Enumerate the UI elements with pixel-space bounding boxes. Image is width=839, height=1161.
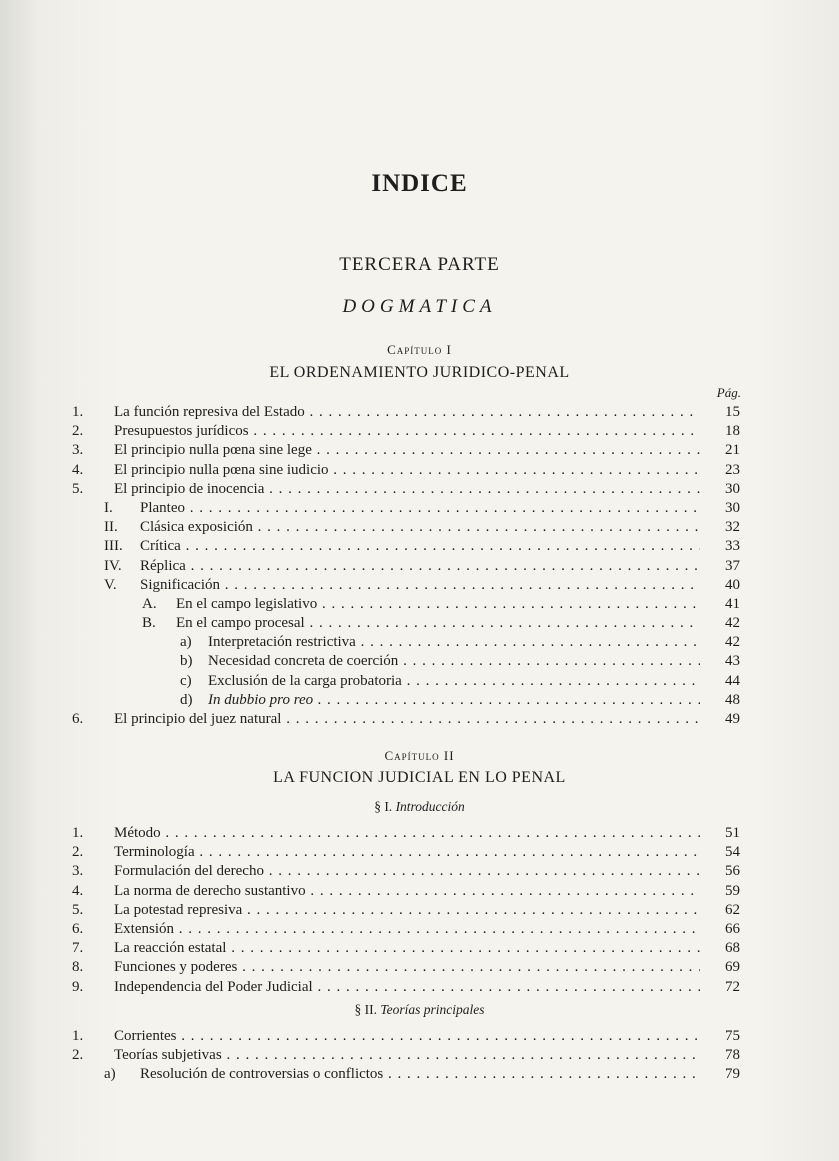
toc-entry [72,710,740,729]
toc-entry-page: 51 [725,825,740,841]
toc-entry-number: 2. [72,1047,84,1064]
toc-entry-text: Clásica exposición . . . [140,518,700,537]
toc-entry-text: Planteo . . . [140,499,700,518]
index-title: INDICE [371,170,468,197]
toc-entry [72,633,740,652]
toc-entry-text: Significación . . . [140,576,700,595]
toc-entry-number: 2. [72,423,84,440]
toc-entry-text: Interpretación restrictiva . . . [208,633,700,652]
toc-entry-text: En el campo legislativo . . . [176,595,700,614]
chapter-2-title: LA FUNCION JUDICIAL EN LO PENAL [273,769,566,786]
toc-entry-text: En el campo procesal . . . [176,614,700,633]
toc-entry-page: 49 [725,711,740,727]
toc-entry-number: V. [104,576,117,593]
toc-entry-text: Resolución de controversias o conflictos . . . [140,1065,700,1084]
toc-entry-page: 30 [725,499,740,516]
toc-entry-text: Terminología . . . [114,843,700,862]
toc-entry-page: 59 [725,882,740,899]
toc-entry-text: Extensión . . . [114,920,700,939]
toc-entry-number: a) [104,1066,116,1083]
toc-entry-text: Independencia del Poder Judicial . . . [114,978,700,997]
toc-entry-number: 9. [72,978,84,995]
toc-entry-page: 32 [725,519,740,536]
toc-entry-text: La reacción estatal . . . [114,939,700,958]
toc-entry-page: 23 [725,461,740,478]
toc-entry-number: IV. [104,557,122,574]
toc-entry-number: 5. [72,480,84,497]
toc-entry-page: 79 [725,1066,740,1083]
toc-entry-number: 1. [72,1028,84,1044]
toc-chapter-2-section-2 [72,1027,740,1085]
page-column-label: Pág. [716,385,741,400]
toc-entry [72,672,740,691]
toc-entry-number: 3. [72,442,84,459]
toc-entry-page: 62 [725,901,740,918]
toc-entry-text: Formulación del derecho . . . [114,862,700,881]
toc-entry-page: 48 [725,691,740,708]
toc-entry-number: B. [142,615,156,632]
toc-entry-number: 8. [72,959,84,976]
chapter-2-label: Capítulo II [384,748,455,763]
toc-entry [72,537,740,556]
section-1-heading [0,799,839,815]
toc-entry-page: 42 [725,634,740,651]
toc-entry [72,978,740,997]
toc-entry-text: Teorías subjetivas . . . [114,1046,700,1065]
toc-entry-page: 33 [725,538,740,555]
toc-entry-page: 21 [725,442,740,459]
toc-entry [72,557,740,576]
toc-entry-text: Presupuestos jurídicos . . . [114,422,700,441]
toc-entry-text: El principio nulla pœna sine lege . . . [114,441,700,460]
toc-entry-page: 72 [725,978,740,995]
toc-entry-text: El principio del juez natural . . . [114,710,700,729]
toc-entry-text: Crítica . . . [140,537,700,556]
toc-entry-page: 56 [725,863,740,880]
toc-entry-number: 4. [72,882,84,899]
toc-entry [72,499,740,518]
chapter-1-title: EL ORDENAMIENTO JURIDICO-PENAL [269,364,570,381]
toc-entry [72,461,740,480]
toc-entry-number: 2. [72,844,84,861]
toc-entry [72,614,740,633]
toc-entry-text: Exclusión de la carga probatoria . . . [208,672,700,691]
toc-entry-text: Funciones y poderes . . . [114,958,700,977]
section-1-title: Introducción [395,799,465,814]
toc-entry-text: Réplica . . . [140,557,700,576]
toc-entry [72,595,740,614]
toc-entry [72,958,740,977]
toc-entry-text: Necesidad concreta de coerción . . . [208,652,700,671]
toc-entry [72,691,740,710]
toc-entry [72,920,740,939]
toc-entry-number: III. [104,538,123,555]
toc-entry [72,576,740,595]
toc-entry-page: 43 [725,653,740,670]
toc-entry-page: 75 [725,1028,740,1044]
section-2-title: Teorías principales [380,1002,485,1017]
toc-entry [72,882,740,901]
toc-entry-number: b) [180,653,193,670]
toc-entry [72,1046,740,1065]
section-1-mark: § I. [374,799,393,814]
part-title: TERCERA PARTE [339,254,500,275]
toc-entry-page: 44 [725,672,740,689]
toc-entry-number: A. [142,595,157,612]
toc-entry [72,652,740,671]
toc-entry-number: 6. [72,920,84,937]
toc-entry-page: 69 [725,959,740,976]
toc-chapter-2-section-1 [72,824,740,997]
toc-entry [72,939,740,958]
toc-entry-number: I. [104,499,113,516]
toc-entry-page: 54 [725,844,740,861]
toc-entry-number: 6. [72,711,84,727]
toc-entry-text: El principio de inocencia . . . [114,480,700,499]
toc-entry [72,480,740,499]
toc-chapter-1 [72,403,740,729]
chapter-1-label: Capítulo I [387,342,452,357]
section-2-mark: § II. [354,1002,377,1017]
toc-entry-page: 66 [725,920,740,937]
toc-entry-number: 3. [72,863,84,880]
toc-entry-number: d) [180,691,193,708]
toc-entry [72,1027,740,1046]
toc-entry-page: 41 [725,595,740,612]
toc-entry-number: II. [104,519,118,536]
toc-entry [72,403,740,422]
toc-entry-page: 15 [725,404,740,420]
toc-entry-page: 78 [725,1047,740,1064]
toc-entry [72,843,740,862]
toc-entry [72,518,740,537]
toc-entry-number: a) [180,634,192,651]
toc-entry-page: 37 [725,557,740,574]
toc-entry-page: 18 [725,423,740,440]
toc-entry-number: c) [180,672,192,689]
toc-entry-page: 42 [725,615,740,632]
toc-entry-number: 1. [72,825,84,841]
toc-entry [72,422,740,441]
toc-entry [72,1065,740,1084]
toc-entry-page: 40 [725,576,740,593]
toc-entry-text: La norma de derecho sustantivo . . . [114,882,700,901]
toc-entry-text: La potestad represiva . . . [114,901,700,920]
toc-entry-text: La función represiva del Estado . . . [114,403,700,422]
toc-entry-text: Método . . . [114,824,700,843]
toc-entry-text: Corrientes . . . [114,1027,700,1046]
toc-entry [72,824,740,843]
toc-entry-number: 5. [72,901,84,918]
toc-entry-page: 68 [725,940,740,957]
toc-entry-page: 30 [725,480,740,497]
toc-entry-text: In dubbio pro reo . . . [208,691,700,710]
toc-entry-text: El principio nulla pœna sine iudicio . . . [114,461,700,480]
toc-entry [72,862,740,881]
section-2-heading [0,1002,839,1018]
toc-entry [72,441,740,460]
toc-entry-number: 1. [72,404,84,420]
toc-entry [72,901,740,920]
toc-entry-number: 4. [72,461,84,478]
section-title: DOGMATICA [342,296,497,317]
toc-entry-number: 7. [72,940,84,957]
